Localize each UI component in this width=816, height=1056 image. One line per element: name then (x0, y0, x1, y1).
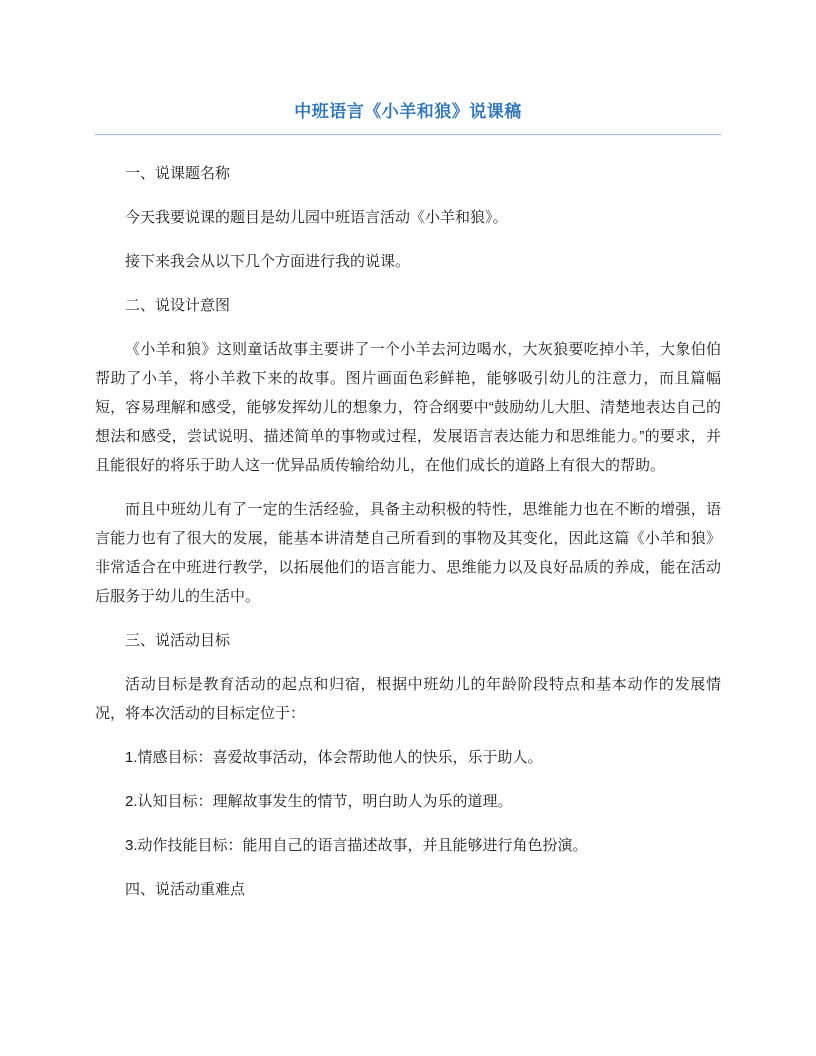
goal-item-2: 2.认知目标：理解故事发生的情节，明白助人为乐的道理。 (125, 793, 513, 810)
section-heading-2: 二、说设计意图 (125, 297, 231, 314)
paragraph-design-intent-2: 而且中班幼儿有了一定的生活经验，具备主动积极的特性，思维能力也在不断的增强，语言能力也有了很大的发展，能基本讲清楚自己所看到的事物及其变化，因此这篇《小羊和狼》非常适合在中班进行教学，以拓展他们的语言能力、思维能力以及良好品质的养成，能在活动后服务于幼儿的生活中。 (95, 501, 721, 605)
title-divider (95, 134, 721, 135)
section-heading-4: 四、说活动重难点 (125, 881, 246, 898)
goal-item-3: 3.动作技能目标：能用自己的语言描述故事，并且能够进行角色扮演。 (125, 837, 588, 854)
document-title: 中班语言《小羊和狼》说课稿 (294, 102, 522, 121)
section-heading-3: 三、说活动目标 (125, 632, 231, 649)
section-heading-1: 一、说课题名称 (125, 165, 231, 182)
paragraph-design-intent-1: 《小羊和狼》这则童话故事主要讲了一个小羊去河边喝水，大灰狼要吃掉小羊，大象伯伯帮助了小羊，将小羊救下来的故事。图片画面色彩鲜艳，能够吸引幼儿的注意力，而且篇幅短，容易理解和感受，能够发挥幼儿的想象力，符合纲要中“鼓励幼儿大胆、清楚地表达自己的想法和感受，尝试说明、描述简单的事物或过程，发展语言表达能力和思维能力。”的要求，并且能很好的将乐于助人这一优异品质传输给幼儿，在他们成长的道路上有很大的帮助。 (95, 341, 721, 474)
goal-item-1: 1.情感目标：喜爱故事活动，体会帮助他人的快乐，乐于助人。 (125, 749, 543, 766)
paragraph-goals-intro: 活动目标是教育活动的起点和归宿，根据中班幼儿的年龄阶段特点和基本动作的发展情况，将本次活动的目标定位于： (95, 676, 721, 722)
paragraph-outline-intro: 接下来我会从以下几个方面进行我的说课。 (125, 253, 411, 270)
paragraph-topic-intro: 今天我要说课的题目是幼儿园中班语言活动《小羊和狼》。 (125, 209, 508, 226)
